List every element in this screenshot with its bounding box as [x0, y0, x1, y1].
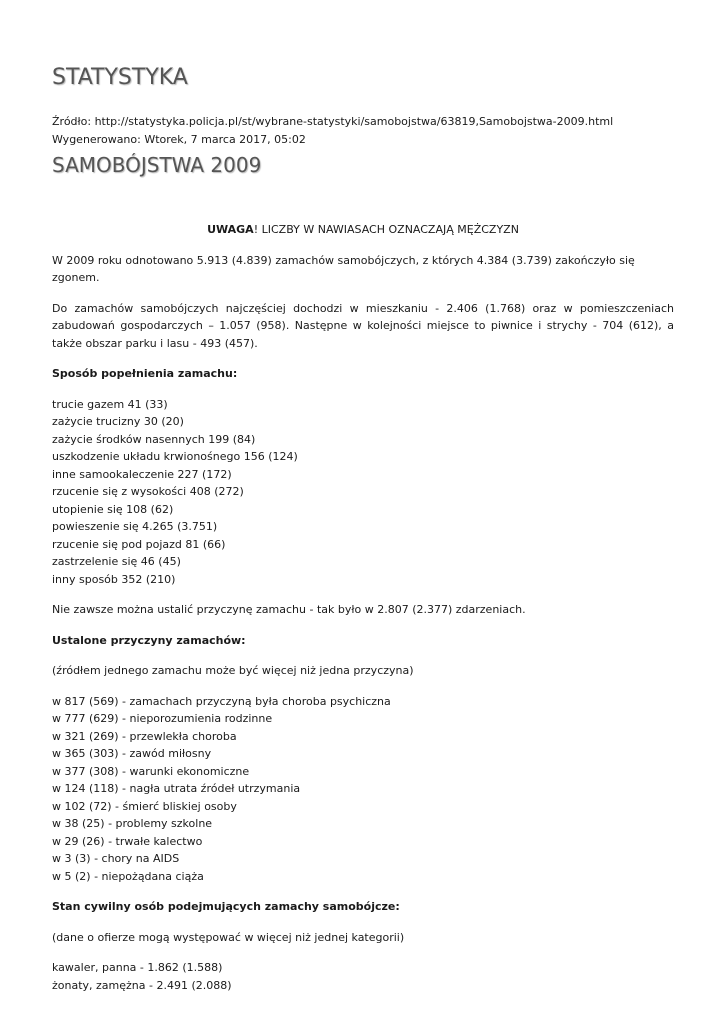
- list-item: inny sposób 352 (210): [52, 572, 176, 586]
- causes-note: (źródłem jednego zamachu może być więcej niż jedna przyczyna): [52, 664, 414, 677]
- article-body: [52, 221, 674, 1007]
- list-item: zażycie trucizny 30 (20): [52, 415, 184, 428]
- list-item: utopienie się 108 (62): [52, 502, 174, 516]
- list-item: uszkodzenie układu krwionośnego 156 (124): [52, 450, 298, 463]
- list-item: w 102 (72) - śmierć bliskiej osoby: [52, 799, 237, 813]
- intro-paragraph: W 2009 roku odnotowano 5.913 (4.839) zamachów samobójczych, z których 4.384 (3.739) zakończyło się zgonem.: [52, 253, 635, 284]
- list-item: w 3 (3) - chory na AIDS: [52, 852, 180, 865]
- notice-bold: UWAGA: [207, 223, 254, 236]
- source-url: Źródło: http://statystyka.policja.pl/st/wybrane-statystyki/samobojstwa/63819,Samobojstwa-2009.html: [52, 115, 614, 128]
- list-item: zastrzelenie się 46 (45): [52, 555, 181, 568]
- list-item: powieszenie się 4.265 (3.751): [52, 520, 218, 533]
- list-item: w 365 (303) - zawód miłosny: [52, 747, 212, 760]
- marital-list: [52, 959, 674, 994]
- notice: [52, 221, 674, 239]
- source-meta: [52, 113, 613, 148]
- methods-list: [52, 396, 674, 589]
- list-item: zażycie środków nasennych 199 (84): [52, 432, 256, 446]
- page-title: SAMOBÓJSTWA 2009: [52, 153, 262, 177]
- causes-list: [52, 693, 674, 886]
- list-item: kawaler, panna - 1.862 (1.588): [52, 961, 223, 974]
- list-item: w 5 (2) - niepożądana ciąża: [52, 869, 204, 883]
- marital-note: (dane o ofierze mogą występować w więcej niż jednej kategorii): [52, 930, 405, 944]
- list-item: rzucenie się pod pojazd 81 (66): [52, 537, 226, 551]
- methods-heading: Sposób popełnienia zamachu:: [52, 367, 238, 380]
- list-item: w 124 (118) - nagła utrata źródeł utrzymania: [52, 782, 301, 795]
- list-item: w 29 (26) - trwałe kalectwo: [52, 834, 203, 848]
- list-item: żonaty, zamężna - 2.491 (2.088): [52, 978, 232, 992]
- list-item: w 321 (269) - przewlekła choroba: [52, 729, 237, 743]
- list-item: w 777 (629) - nieporozumienia rodzinne: [52, 712, 273, 725]
- list-item: w 817 (569) - zamachach przyczyną była choroba psychiczna: [52, 694, 391, 708]
- places-paragraph: Do zamachów samobójczych najczęściej dochodzi w mieszkaniu - 2.406 (1.768) oraz w pomieszczeniach zabudowań gospodarczych – 1.057 (958). Następne w kolejności miejsce to piwnice i strychy - 704 (612), a także obszar parku i lasu - 493 (457).: [52, 301, 674, 350]
- list-item: w 38 (25) - problemy szkolne: [52, 817, 213, 830]
- marital-heading: Stan cywilny osób podejmujących zamachy samobójcze:: [52, 900, 400, 913]
- site-title: STATYSTYKA: [52, 65, 188, 90]
- list-item: trucie gazem 41 (33): [52, 397, 168, 411]
- list-item: w 377 (308) - warunki ekonomiczne: [52, 764, 250, 778]
- generated-date: Wygenerowano: Wtorek, 7 marca 2017, 05:02: [52, 132, 306, 146]
- list-item: rzucenie się z wysokości 408 (272): [52, 485, 244, 498]
- unknown-cause-paragraph: Nie zawsze można ustalić przyczynę zamachu - tak było w 2.807 (2.377) zdarzeniach.: [52, 603, 526, 616]
- list-item: inne samookaleczenie 227 (172): [52, 467, 232, 481]
- causes-heading: Ustalone przyczyny zamachów:: [52, 633, 246, 647]
- notice-text: ! LICZBY W NAWIASACH OZNACZAJĄ MĘŻCZYZN: [253, 223, 519, 236]
